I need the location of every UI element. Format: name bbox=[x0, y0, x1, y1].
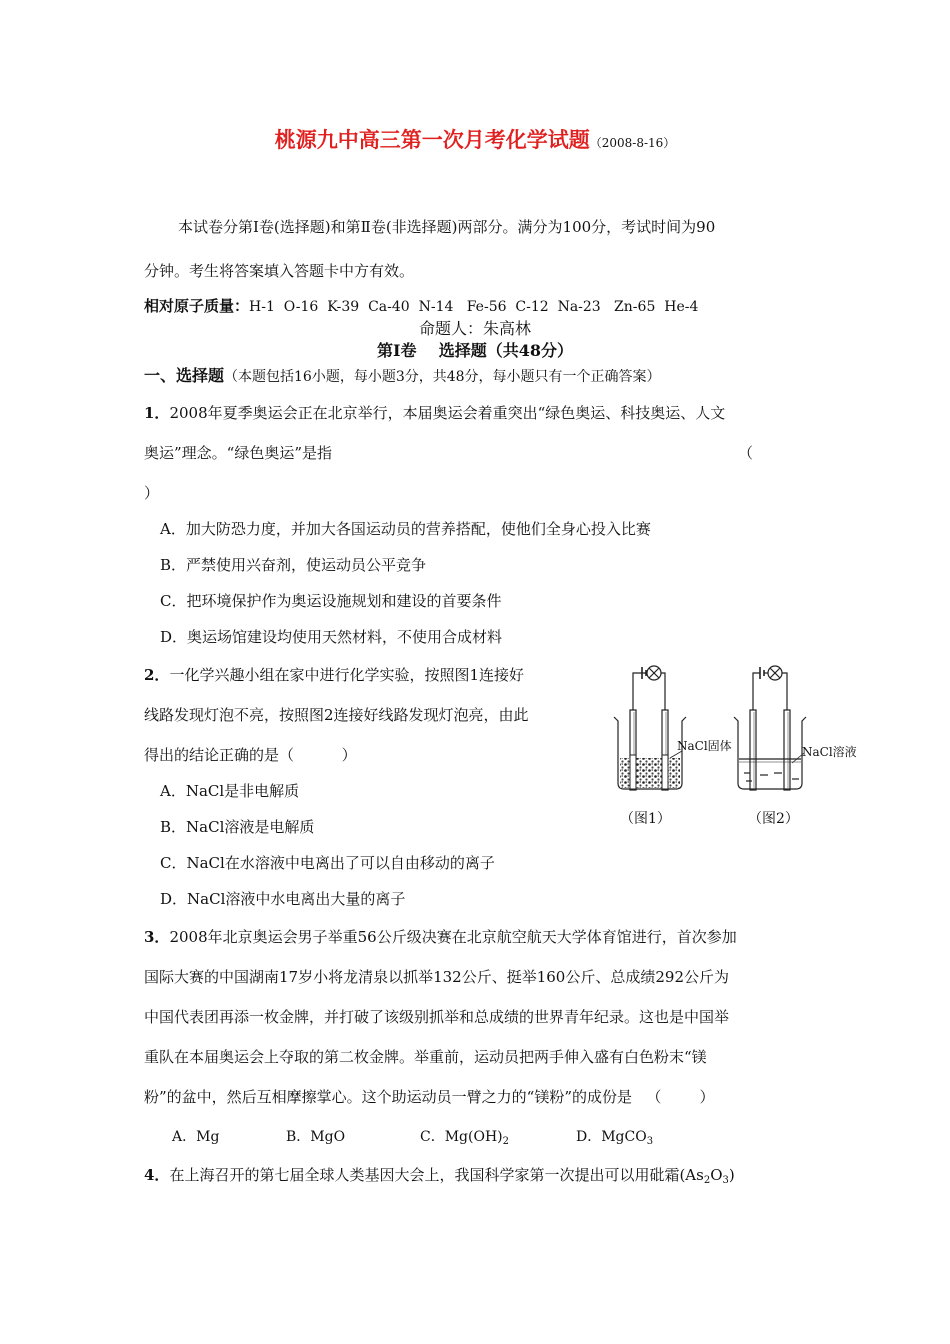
page-title bbox=[0, 124, 950, 154]
figure-2-label: NaCl溶液 bbox=[802, 745, 857, 759]
title-main: 桃源九中高三第一次月考化学试题 bbox=[274, 127, 590, 152]
q3-option-c bbox=[420, 1126, 509, 1147]
q3-option-d-main: D．MgCO bbox=[576, 1129, 647, 1145]
part1-heading bbox=[144, 363, 661, 386]
q3-option-a: A．Mg bbox=[172, 1129, 220, 1145]
q3-line-4: 重队在本届奥运会上夺取的第二枚金牌。举重前，运动员把两手伸入盛有白色粉末“镁 bbox=[144, 1048, 707, 1066]
figure-2-apparatus bbox=[734, 666, 806, 790]
q3-line-3: 中国代表团再添一枚金牌，并打破了该级别抓举和总成绩的世界青年纪录。这也是中国举 bbox=[144, 1008, 730, 1026]
q2-option-d: D．NaCl溶液中水电离出大量的离子 bbox=[160, 890, 406, 908]
figure-2-caption: （图2） bbox=[748, 811, 799, 827]
q4-text-main: 在上海召开的第七届全球人类基因大会上，我国科学家第一次提出可以用砒霜(As bbox=[169, 1166, 704, 1184]
q1-option-c: C．把环境保护作为奥运设施规划和建设的首要条件 bbox=[160, 592, 502, 610]
q2-line-2: 线路发现灯泡不亮，按照图2连接好线路发现灯泡亮，由此 bbox=[144, 706, 529, 724]
q2-line-1 bbox=[144, 664, 524, 685]
q3-option-d bbox=[576, 1126, 653, 1147]
q2-figures bbox=[600, 655, 880, 845]
q2-option-b: B．NaCl溶液是电解质 bbox=[160, 818, 315, 836]
part1-label: 一、选择题 bbox=[144, 366, 225, 385]
q2-option-a: A．NaCl是非电解质 bbox=[160, 782, 300, 800]
title-date: （2008-8-16） bbox=[589, 136, 676, 150]
q4-text-mid: O bbox=[710, 1166, 723, 1184]
q1-paren-open: （ bbox=[738, 444, 754, 462]
intro-line-1: 本试卷分第Ⅰ卷(选择题)和第Ⅱ卷(非选择题)两部分。满分为100分，考试时间为90 bbox=[178, 218, 716, 236]
atomic-mass-line bbox=[144, 295, 698, 316]
author: 命题人：朱高林 bbox=[418, 319, 531, 338]
q3-option-d-sub: 3 bbox=[646, 1136, 654, 1147]
q3-option-c-sub: 2 bbox=[502, 1136, 509, 1147]
intro-line-2: 分钟。考生将答案填入答题卡中方有效。 bbox=[144, 262, 415, 280]
q3-text-1: 2008年北京奥运会男子举重56公斤级决赛在北京航空航天大学体育馆进行，首次参加 bbox=[169, 928, 737, 946]
part1-note: （本题包括16小题，每小题3分，共48分，每小题只有一个正确答案） bbox=[224, 369, 661, 385]
figure-1-nacl-solid bbox=[620, 758, 680, 788]
q3-line-2: 国际大赛的中国湖南17岁小将龙清泉以抓举132公斤、挺举160公斤、总成绩292公斤为 bbox=[144, 968, 729, 986]
q1-line-2: 奥运”理念。“绿色奥运”是指 bbox=[144, 444, 333, 462]
q1-line-1 bbox=[144, 402, 725, 423]
q2-option-c: C．NaCl在水溶液中电离出了可以自由移动的离子 bbox=[160, 854, 495, 872]
q1-text-1: 2008年夏季奥运会正在北京举行，本届奥运会着重突出“绿色奥运、科技奥运、人文 bbox=[169, 404, 726, 422]
atomic-mass-values: H-1 O-16 K-39 Ca-40 N-14 Fe-56 C-12 Na-23 Zn-65 He-4 bbox=[249, 299, 699, 315]
q3-line-1 bbox=[144, 926, 737, 947]
section-heading: 第Ⅰ卷 选择题（共48分） bbox=[376, 341, 574, 360]
q2-line-3: 得出的结论正确的是（ ） bbox=[144, 746, 357, 764]
q2-number: 2． bbox=[144, 666, 170, 684]
q4-sub-1: 2 bbox=[703, 1175, 711, 1186]
figure-1-caption: （图1） bbox=[620, 811, 671, 827]
q4-number: 4． bbox=[144, 1166, 170, 1184]
atomic-mass-label: 相对原子质量： bbox=[144, 297, 250, 315]
figure-1-label: NaCl固体 bbox=[677, 739, 732, 753]
q1-option-a: A．加大防恐力度，并加大各国运动员的营养搭配，使他们全身心投入比赛 bbox=[160, 520, 651, 538]
q4-line-1 bbox=[144, 1164, 735, 1186]
q3-option-c-main: C．Mg(OH) bbox=[420, 1129, 503, 1145]
q1-paren-close: ） bbox=[144, 484, 160, 502]
q2-text-1: 一化学兴趣小组在家中进行化学实验，按照图1连接好 bbox=[169, 666, 524, 684]
q1-option-b: B．严禁使用兴奋剂，使运动员公平竞争 bbox=[160, 556, 427, 574]
q1-number: 1． bbox=[144, 404, 170, 422]
q3-option-b: B．MgO bbox=[286, 1129, 346, 1145]
q4-text-end: ) bbox=[728, 1166, 735, 1184]
q1-option-d: D．奥运场馆建设均使用天然材料，不使用合成材料 bbox=[160, 628, 503, 646]
q3-number: 3． bbox=[144, 928, 170, 946]
q3-line-5: 粉”的盆中，然后互相摩擦掌心。这个助运动员一臂之力的“镁粉”的成份是 （ ） bbox=[144, 1088, 715, 1106]
q4-sub-2: 3 bbox=[722, 1175, 729, 1186]
